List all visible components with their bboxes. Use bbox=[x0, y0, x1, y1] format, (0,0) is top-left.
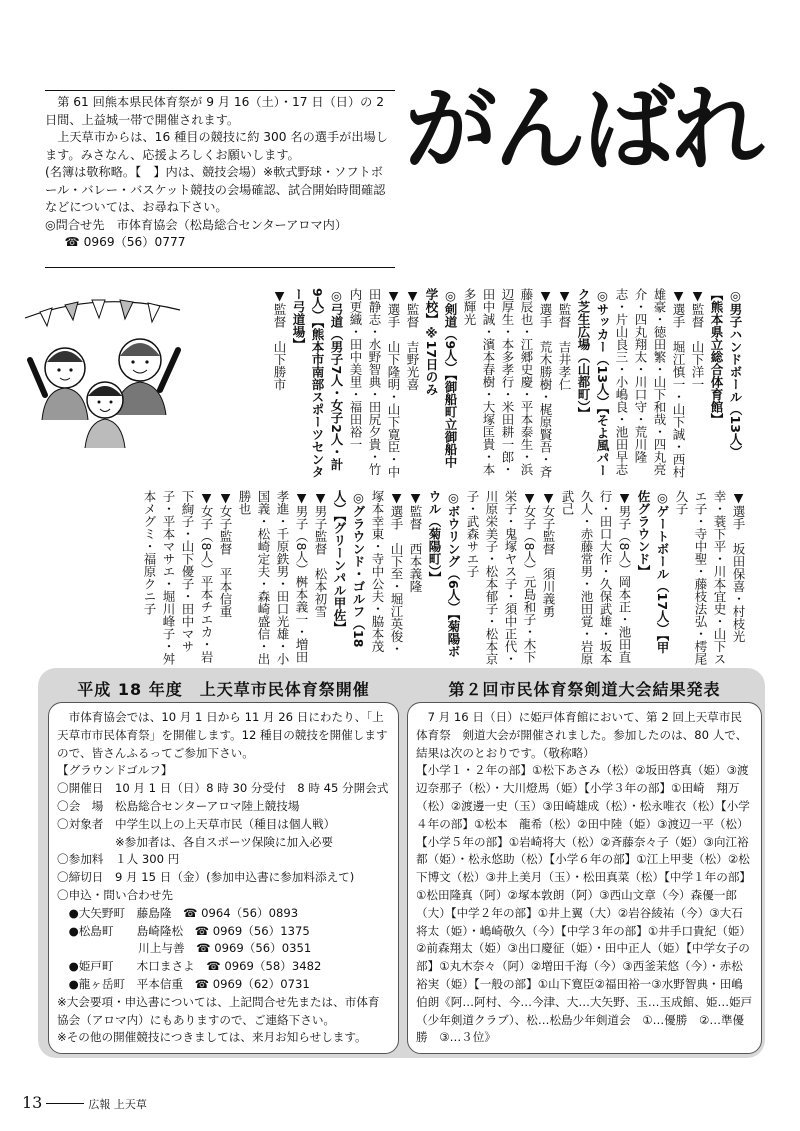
list-item: ▼監督 山下勝市 bbox=[272, 288, 287, 391]
list-item: ▼監督 吉井孝仁 bbox=[557, 288, 572, 391]
list-item: ◎ゲートボール（17人）【甲佐グラウンド】 bbox=[636, 490, 670, 654]
bottom-rule bbox=[45, 267, 395, 268]
sports-festival-card bbox=[48, 680, 399, 1054]
results-intro: 7 月 16 日（日）に姫戸体育館において、第 2 回上天草市民体育祭 剣道大会が開催されました。参加したのは、80 人で、結果は次のとおりです。（敬称略） bbox=[416, 710, 748, 760]
cheering-people-illustration bbox=[20, 290, 185, 450]
card-line: 〇締切日 9 月 15 日（金）(参加申込書に参加料添えて) bbox=[57, 870, 355, 885]
list-item: ◎グラウンド・ゴルフ（18人）【グリーンパル甲佐】 bbox=[332, 490, 366, 648]
headline: がんばれ bbox=[405, 76, 762, 183]
list-item: ▼選手 荒木勝樹・梶原賢吾・斉藤辰也・江郷史慶・平本泰生・浜辺厚生・本多孝行・米田耕一郎・田中誠・濱本春樹・大塚匡貴・本多輝光 bbox=[462, 288, 553, 478]
card-body bbox=[57, 709, 390, 1047]
list-item: ▼女子監督 須川義勇 bbox=[541, 490, 556, 618]
card-line: 〇開催日 10 月 1 日（日）8 時 30 分受付 8 時 45 分開会式 bbox=[57, 781, 389, 796]
page-footer bbox=[22, 1093, 147, 1112]
card-line: ※その他の開催競技につきましては、来月お知らせします。 bbox=[57, 1030, 367, 1045]
card-line: ※大会要項・申込書については、上記問合せ先または、市体育協会（アロマ内）にもありますので、ご連絡下さい。 bbox=[57, 994, 380, 1027]
list-item: ◎剣道（9人）【御船町立御船中学校】※17日のみ bbox=[424, 288, 458, 468]
list-item: ◎ボウリング（6人）【菊陽ボウル（菊陽町）】 bbox=[427, 490, 461, 658]
list-item: ▼女子監督 平本信重 bbox=[218, 490, 233, 618]
intro-paragraph-1: 第 61 回熊本県民体育祭が 9 月 16（土）・17 日（日）の 2 日間、上益城一帯で開催されます。 bbox=[45, 95, 384, 127]
list-item: ▼監督 吉野光喜 bbox=[405, 288, 420, 391]
intro-contact: ◎問合せ先 市体育協会（松島総合センターアロマ内） bbox=[45, 217, 348, 232]
list-item: 【熊本県立総合体育館】 bbox=[709, 288, 724, 426]
athlete-list-bottom bbox=[142, 490, 748, 665]
list-item: ◎サッカー（13人）【そよ風パーク芝生広場（山都町）】 bbox=[576, 288, 610, 477]
list-item: ▼監督 西本義隆 bbox=[408, 490, 423, 593]
list-item: ▼選手 坂田保喜・村枝光幸・蓑下平・川本宜史・山下スエ子・寺中聖・藤枝法弘・樗尾久子 bbox=[674, 490, 746, 665]
card-line: ●松島町 島崎隆松 ☎ 0969（56）1375 bbox=[57, 923, 310, 938]
list-item: ▼女子（8人）平本チエカ・岩下絢子・山下優子・田中マサ子・平本マサエ・堀川峰子・舛本メグミ・福原クニ子 bbox=[142, 490, 214, 665]
card-line: 川上与善 ☎ 0969（56）0351 bbox=[57, 941, 312, 956]
kendo-results-card bbox=[407, 680, 762, 1054]
list-item: ◎弓道（男子7人・女子2人・計9人）【熊本市南部スポーツセンター弓道場】 bbox=[291, 288, 344, 478]
top-rule bbox=[45, 90, 395, 91]
list-item: ▼男子監督 松本初雪 bbox=[313, 490, 328, 618]
intro-paragraph-2: 上天草市からは、16 種目の競技に約 300 名の選手が出場します。みさなん、応援よろしくお願いします。 bbox=[45, 130, 388, 162]
card-line: 市体育協会では、10 月 1 日から 11 月 26 日にわたり、「上天草市市民体育祭」を開催します。12 種目の競技を開催しますので、皆さんふるってご参加下さい。 bbox=[57, 710, 388, 760]
results-list: 【小学１・２年の部】①松下あさみ（松）②坂田啓真（姫）③渡辺奈那子（松）・大川燈馬（姫）【小学３年の部】①田崎 翔万（松）②渡邊一史（玉）③田崎雄成（松）・松永唯衣（松）【小学４年の部】①松本 龍希（松）②田中陸（姫）③渡辺一平（松）【小学５年の部】①岩崎将大（松）②斉藤奈々子（姫）③向江裕都（姫）・松永悠助（松）【小学６年の部】①江上甲斐（松）②松下博文（松）③井上美月（玉）・松田真菜（松）【中学１年の部】①松田隆真（阿）②塚本敦朗（阿）③西山文章（今）森優一郎（大）【中学２年の部】①井上翼（大）②岩谷綾祐（今）③大石将太（姫）・嶋崎敬久（今）【中学３年の部】①井手口貴紀（姫）②前森翔太（姫）③出口慶征（姫）・田中正人（姫）【中学女子の部】①丸木奈々（阿）②増田千海（今）③西釜茉悠（今）・赤松裕実（姫）【一般の部】①山下寛臣②福田裕一③水野智典・田嶋 伯朗《阿…阿村、今…今津、大…大矢野、玉…玉成館、姫…姫戸（少年剣道クラブ）、松…松島少年剣道会 ①…優勝 ②…準優勝 ③…３位》 bbox=[416, 763, 755, 1045]
footer-rule bbox=[46, 1103, 84, 1104]
card-line: ●龍ヶ岳町 平本信重 ☎ 0969（62）0731 bbox=[57, 976, 310, 991]
list-item: ◎男子ハンドボール（13人） bbox=[728, 288, 743, 458]
list-item: ▼選手 山下至・堀江英俊・塚本幸東・寺中公夫・脇本茂 bbox=[370, 490, 404, 655]
list-item: ▼男子（8人）桝本義一・増田孝進・千原鉄男・田口光雄・小国義・松崎定夫・森崎盛信・出勝也 bbox=[237, 490, 309, 665]
card-title: 平成 18 年度 上天草市民体育祭開催 bbox=[77, 680, 370, 699]
card-line: 〇申込・問い合わせ先 bbox=[57, 887, 173, 902]
card-line: 〇会 場 松島総合センターアロマ陸上競技場 bbox=[57, 798, 300, 813]
athlete-list-top bbox=[190, 288, 745, 478]
card-title: 第２回市民体育祭剣道大会結果発表 bbox=[448, 680, 721, 699]
card-line: 〇参加料 １人 300 円 bbox=[57, 852, 180, 867]
intro-tel: ☎ 0969（56）0777 bbox=[64, 235, 186, 249]
card-body bbox=[416, 709, 753, 1047]
card-line: 〇対象者 中学生以上の上天草市民（種目は個人戦） bbox=[57, 816, 336, 831]
intro-notice bbox=[45, 90, 395, 268]
card-line: 【グラウンドゴルフ】 bbox=[57, 763, 173, 778]
intro-paragraph-3: (名簿は敬称略。【 】内は、競技会場）※軟式野球・ソフトボール・バレー・バスケット競技の会場確認、試合開始時間確認などについては、お尋ね下さい。 bbox=[45, 165, 386, 214]
card-line: ●大矢野町 藤島隆 ☎ 0964（56）0893 bbox=[57, 905, 299, 920]
list-item: ▼監督 山下洋一 bbox=[690, 288, 705, 391]
list-item: ▼女子（8人）元島和子・木下栄子・鬼塚ヤス子・須中正代・川原栄美子・松本郁子・松本京子・武森サエ子 bbox=[465, 490, 537, 665]
page-number: 13 bbox=[22, 1093, 43, 1112]
card-line: ※参加者は、各自スポーツ保険に加入必要 bbox=[57, 834, 333, 849]
list-item: ▼男子（8人）岡本正・池田直行・田口大作・久保武雄・坂本久人・赤藤常男・池田覚・岩原武己 bbox=[560, 490, 632, 665]
magazine-name: 広報 上天草 bbox=[88, 1098, 147, 1111]
list-item: ▼選手 山下隆明・山下寛臣・中田静志・水野智典・田尻夕貴・竹内更織・田中美里・福田裕一 bbox=[348, 288, 401, 478]
card-line: ●姫戸町 木口まさよ ☎ 0969（58）3482 bbox=[57, 959, 322, 974]
list-item: ▼選手 堀江慎一・山下誠・西村雄豪・徳田繁・山下和哉・四丸亮介・四丸翔太・川口守・荒川隆志・片山良三・小嶋良・池田早志 bbox=[614, 288, 686, 478]
